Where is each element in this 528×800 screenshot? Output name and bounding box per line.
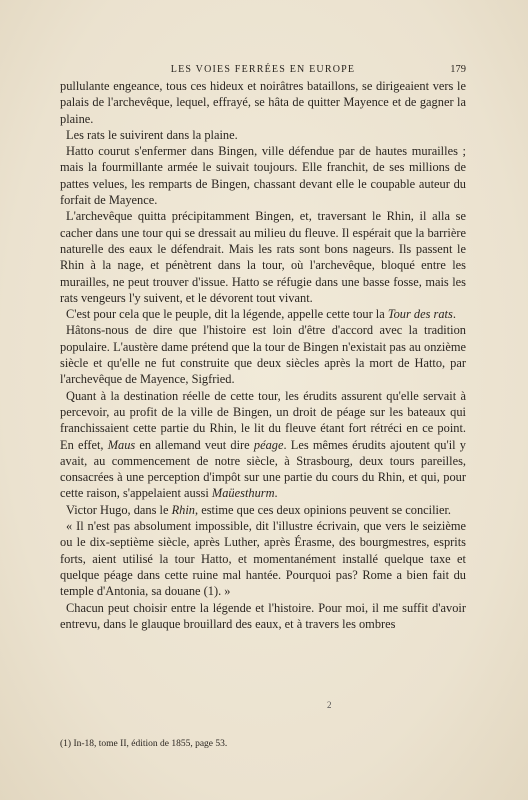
body-text: [60, 78, 466, 632]
italic-text: Maus: [107, 437, 136, 452]
paragraph: [60, 78, 466, 127]
text-run: Hatto courut s'enfermer dans Bingen, ville défendue par de hautes murailles ; mais la fourmillante armée le suivait toujours. Elle franchit, de ses millions de pattes velues, les remparts de Bingen, chassant devant elle le coupable auteur du forfait de Mayence.: [60, 144, 466, 208]
text-run: Les rats le suivirent dans la plaine.: [66, 127, 238, 142]
text-run: en allemand veut dire: [135, 437, 254, 452]
page-header: [60, 64, 466, 78]
paragraph: [60, 127, 466, 143]
running-title: LES VOIES FERRÉES EN EUROPE: [170, 64, 356, 75]
paragraph: [60, 208, 466, 306]
paragraph: [60, 518, 466, 599]
italic-text: Tour des rats: [387, 307, 453, 322]
page-number: 179: [450, 64, 466, 75]
paragraph: [60, 143, 466, 208]
text-run: pullulante engeance, tous ces hideux et noirâtres bataillons, se dirigeaient vers le palais de l'archevêque, lequel, effrayé, se hâta de quitter Mayence et de gagner la plaine.: [60, 79, 466, 126]
paragraph: [60, 322, 466, 387]
text-run: Quant à la destination réelle de cette tour, les érudits assurent qu'elle servait à percevoir, au profit de la ville de Bingen, un droit de péage sur les bateaux qui franchissaient cette partie du Rhin, le lit du fleuve étant fort rétréci en ce point. En effet,: [60, 388, 466, 452]
italic-text: Rhin: [171, 502, 195, 517]
signature-mark: 2: [327, 700, 332, 710]
text-run: .: [452, 307, 456, 322]
text-run: L'archevêque quitta précipitamment Bingen, et, traversant le Rhin, il alla se cacher dans une tour qui se dressait au milieu du fleuve. Il espérait que la barrière naturelle des eaux le défendrait. Mais les rats sont bons nageurs. Ils passent le Rhin à la nage, et pénètrent dans la tour, où l'archevêque, bloqué entre les murailles, ne peut trouver d'issue. Hatto se réfugie dans une basse fosse, mais les rats vengeurs l'y suivent, et le dévorent tout vivant.: [60, 209, 466, 305]
text-run: . Les mêmes érudits ajoutent qu'il y avait, au commencement de notre siècle, à Strasbourg, deux tours pareilles, consacrées à une perception d'impôt sur une partie du cours du Rhin, et qui, pour cette raison, s'appelaient aussi: [60, 437, 466, 501]
paragraph: [60, 306, 466, 322]
paragraph: [60, 600, 466, 633]
text-run: Hâtons-nous de dire que l'histoire est loin d'être d'accord avec la tradition populaire. L'austère dame prétend que la tour de Bingen n'existait pas au onzième siècle et qu'elle ne fut construite que deux siècles après la mort de Hatto, par l'archevêque de Mayence, Sigfried.: [60, 323, 466, 387]
text-run: .: [274, 486, 278, 501]
text-run: Victor Hugo, dans le: [66, 502, 172, 517]
footnote: (1) In-18, tome II, édition de 1855, page 53.: [60, 739, 228, 749]
paragraph: [60, 502, 466, 518]
text-run: « Il n'est pas absolument impossible, dit l'illustre écrivain, que vers le seizième ou le dix-septième siècle, après Luther, après Érasme, des bourgmestres, esprits forts, aient utilisé la tour Hatto, et momentanément installé quelque taxe et quelque péage dans cette ruine mal hantée. Pourquoi pas? Rome a bien fait du temple d'Antonia, sa douane (1). »: [60, 519, 466, 599]
text-run: , estime que ces deux opinions peuvent se concilier.: [195, 502, 452, 517]
text-run: Chacun peut choisir entre la légende et l'histoire. Pour moi, il me suffit d'avoir entrevu, dans le glauque brouillard des eaux, et à travers les ombres: [60, 600, 466, 631]
italic-text: Maüesthurm: [211, 486, 275, 501]
italic-text: péage: [253, 437, 284, 452]
text-run: C'est pour cela que le peuple, dit la légende, appelle cette tour la: [66, 307, 388, 322]
paragraph: [60, 388, 466, 502]
